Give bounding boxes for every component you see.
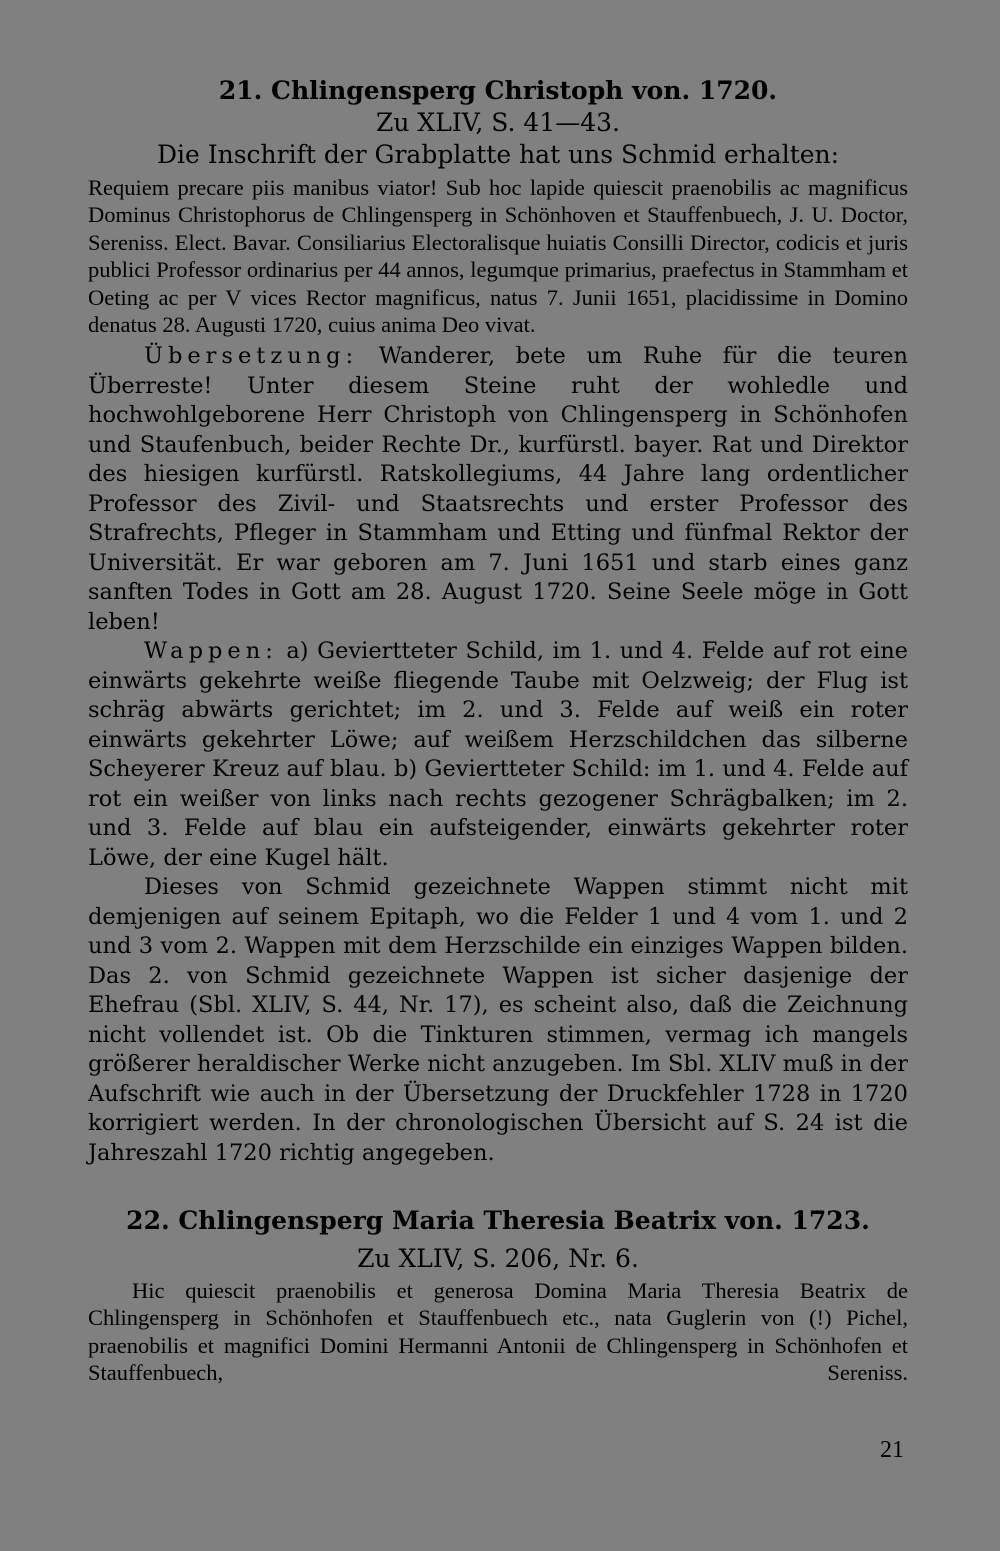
entry-21-reference: Zu XLIV, S. 41—43. [376, 108, 620, 137]
translation-paragraph [88, 342, 908, 637]
latin-text: Hic quiescit praenobilis et generosa Domina Maria Theresia Beatrix de Chlingensperg in Schönhofen et Stauffenbuech etc., nata Guglerin von (!) Pichel, praenobilis et magnifici Domini Hermanni Antonii de Chlingensperg in Schönhofen et Stauffenbuech, Sereniss. [88, 1278, 908, 1386]
translation-label: Übersetzung: [144, 343, 359, 370]
coat-of-arms-label: Wappen: [144, 638, 278, 665]
page-number: 21 [880, 1437, 904, 1463]
remark-paragraph: Dieses von Schmid gezeichnete Wappen stimmt nicht mit demjenigen auf seinem Epitaph, wo die Felder 1 und 4 vom 1. und 2 und 3 vom 2. Wappen mit dem Herzschilde ein einziges Wappen bilden. Das 2. von Schmid gezeichnete Wappen ist sicher dasjenige der Ehefrau (Sbl. XLIV, S. 44, Nr. 17), es scheint also, daß die Zeichnung nicht vollendet ist. Ob die Tinkturen stimmen, vermag ich mangels größerer heraldischer Werke nicht anzugeben. Im Sbl. XLIV muß in der Aufschrift wie auch in der Übersetzung der Druckfehler 1728 in 1720 korrigiert werden. In der chronologischen Übersicht auf S. 24 ist die Jahreszahl 1720 richtig angegeben. [88, 874, 908, 1166]
entry-21 [88, 74, 908, 1168]
translation-text: Wanderer, bete um Ruhe für die teuren Überreste! Unter diesem Steine ruht der wohledle und hochwohlgeborene Herr Christoph von Chlingensperg in Schönhofen und Staufenbuch, beider Rechte Dr., kurfürstl. bayer. Rat und Direktor des hiesigen kurfürstl. Ratskollegiums, 44 Jahre lang ordentlicher Professor des Zivil- und Staatsrechts und erster Professor des Strafrechts, Pfleger in Stammham und Etting und fünfmal Rektor der Universität. Er war geboren am 7. Juni 1651 und starb eines ganz sanften Todes in Gott am 28. August 1720. Seine Seele möge in Gott leben! [88, 343, 908, 635]
entry-21-latin-inscription [88, 174, 908, 338]
latin-text: Requiem precare piis manibus viator! Sub hoc lapide quiescit praenobilis ac magnificus Dominus Christophorus de Chlingensperg in Schönhoven et Stauffenbuech, J. U. Doctor, Sereniss. Elect. Bavar. Consiliarius Electoralisque huiatis Consilli Director, codicis et juris publici Professor ordinarius per 44 annos, legumque primarius, praefectus in Stammham et Oeting ac per V vices Rector magnificus, natus 7. Junii 1651, placidissime in Domino denatus 28. Augusti 1720, cuius anima Deo vivat. [88, 175, 908, 338]
entry-21-heading: 21. Chlingensperg Christoph von. 1720. [218, 76, 778, 105]
entry-21-german [88, 342, 908, 1168]
entry-22 [88, 1204, 908, 1387]
coat-of-arms-paragraph [88, 637, 908, 873]
entry-22-heading: 22. Chlingensperg Maria Theresia Beatrix von. 1723. [126, 1206, 870, 1235]
coat-of-arms-text: a) Geviertteter Schild, im 1. und 4. Felde auf rot eine einwärts gekehrte weiße fliegende Taube mit Oelzweig; der Flug ist schräg abwärts gerichtet; im 2. und 3. Felde auf weiß ein roter einwärts gekehrter Löwe; auf weißem Herzschildchen das silberne Scheyerer Kreuz auf blau. b) Geviertteter Schild: im 1. und 4. Felde auf rot ein weißer von links nach rechts gezogener Schrägbalken; im 2. und 3. Felde auf blau ein aufsteigender, einwärts gekehrter roter Löwe, der eine Kugel hält. [88, 638, 908, 871]
entry-22-latin-inscription [88, 1277, 908, 1387]
entry-22-reference: Zu XLIV, S. 206, Nr. 6. [357, 1244, 639, 1273]
entry-21-intro: Die Inschrift der Grabplatte hat uns Schmid erhalten: [156, 140, 840, 169]
